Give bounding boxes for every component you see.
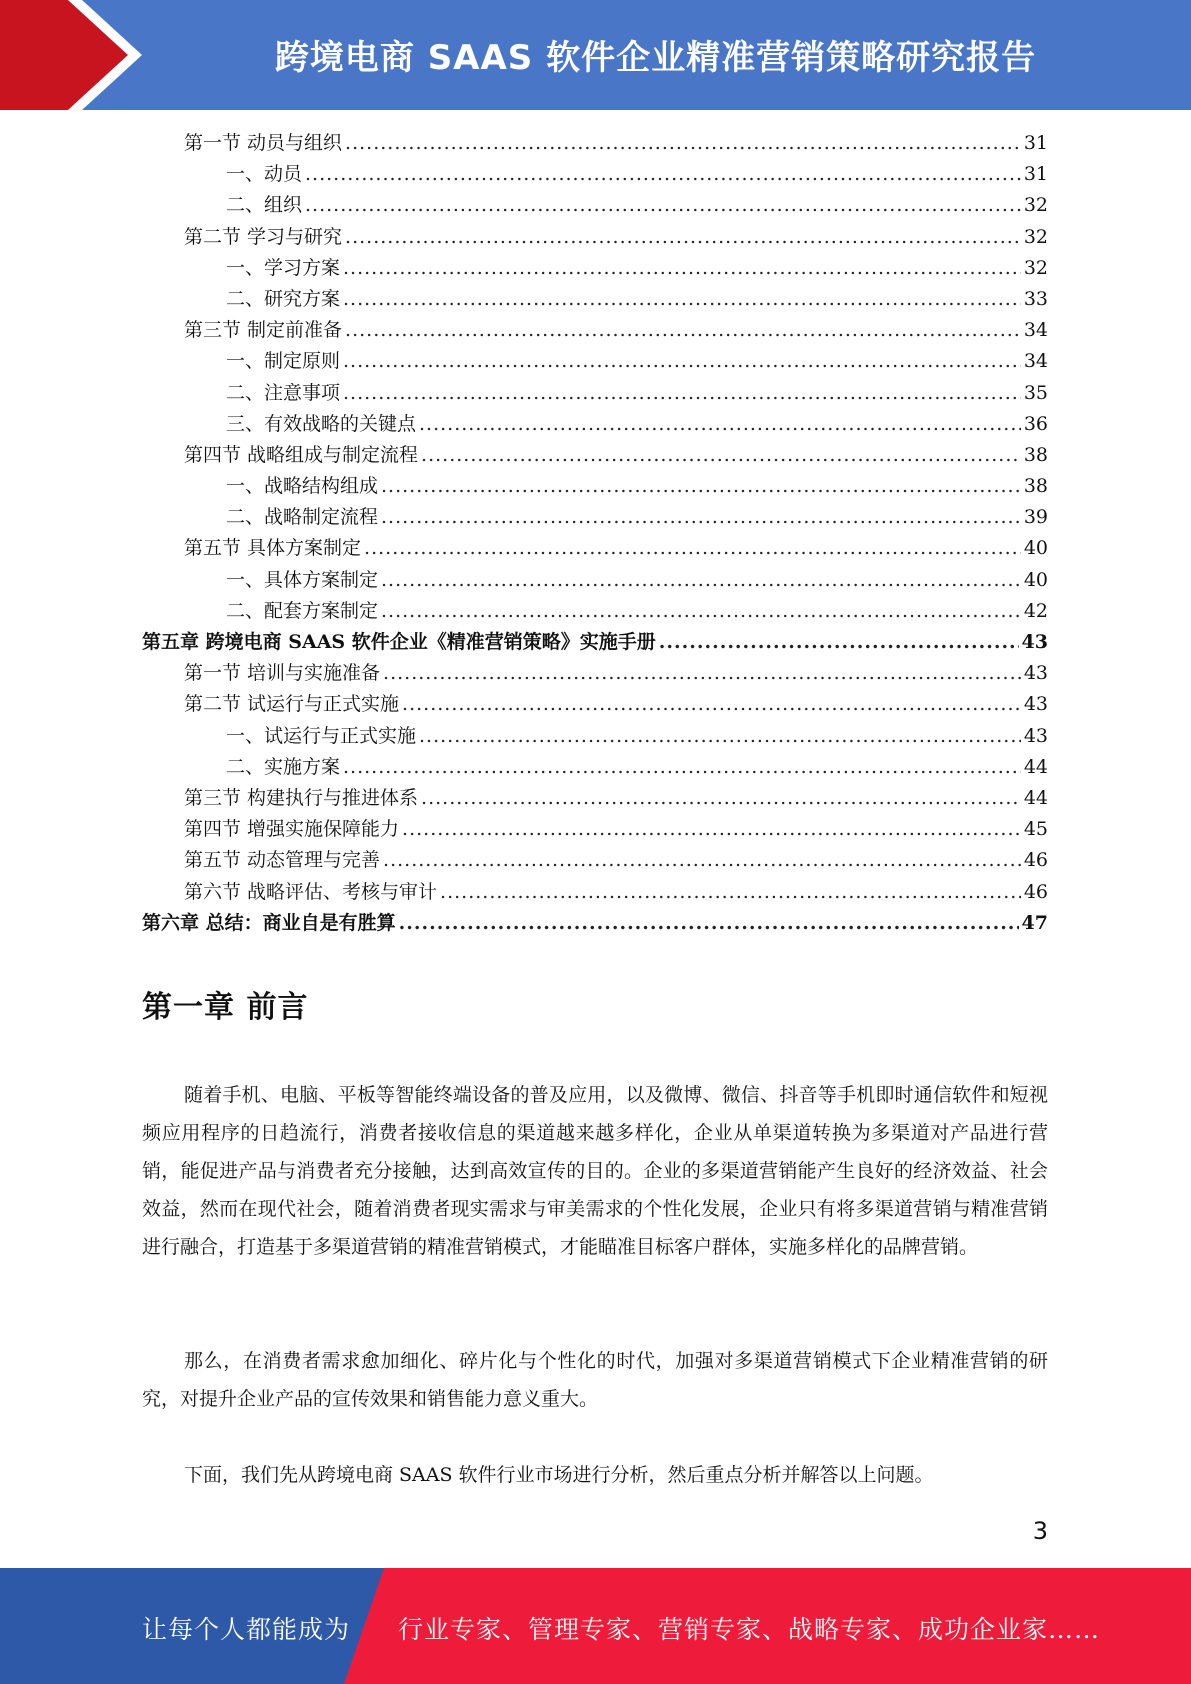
toc-entry-page: 45 <box>1023 818 1048 841</box>
toc-entry-page: 43 <box>1023 662 1048 685</box>
chapter-heading: 第一章 前言 <box>142 990 309 1025</box>
toc-entry[interactable] <box>142 565 1048 596</box>
toc-entry-label: 第六章 总结：商业自是有胜算 <box>142 911 396 934</box>
toc-leader-dots <box>305 190 1021 221</box>
toc-entry-page: 43 <box>1021 631 1048 653</box>
footer-slogan-left: 让每个人都能成为 <box>142 1615 351 1644</box>
footer-slogan-right: 行业专家、管理专家、营销专家、战略专家、成功企业家…… <box>398 1615 1101 1644</box>
toc-entry-label: 第三节 构建执行与推进体系 <box>184 786 419 809</box>
toc-entry-label: 第六节 战略评估、考核与审计 <box>184 880 438 903</box>
toc-entry-page: 43 <box>1023 693 1048 716</box>
toc-entry-label: 第三节 制定前准备 <box>184 319 343 342</box>
toc-entry-label: 二、组织 <box>226 194 303 217</box>
toc-entry-page: 46 <box>1023 849 1048 872</box>
toc-entry[interactable] <box>142 315 1048 346</box>
toc-entry-label: 二、战略制定流程 <box>226 506 379 529</box>
toc-entry-page: 36 <box>1023 412 1048 435</box>
body-paragraph: 下面，我们先从跨境电商 SAAS 软件行业市场进行分析，然后重点分析并解答以上问题。 <box>184 1464 934 1486</box>
toc-leader-dots <box>343 378 1021 409</box>
toc-entry-label: 第四节 战略组成与制定流程 <box>184 443 419 466</box>
toc-entry-page: 38 <box>1023 475 1048 498</box>
toc-entry[interactable] <box>142 284 1048 315</box>
table-of-contents <box>142 128 1048 939</box>
toc-entry-page: 31 <box>1023 163 1048 186</box>
toc-leader-dots <box>345 222 1021 253</box>
toc-leader-dots <box>659 627 1019 658</box>
toc-entry-page: 40 <box>1023 537 1048 560</box>
toc-entry[interactable] <box>142 378 1048 409</box>
toc-entry-label: 二、注意事项 <box>226 381 341 404</box>
toc-entry[interactable] <box>142 502 1048 533</box>
toc-entry-page: 39 <box>1023 506 1048 529</box>
toc-entry-label: 一、战略结构组成 <box>226 475 379 498</box>
toc-entry-page: 35 <box>1023 381 1048 404</box>
toc-leader-dots <box>399 908 1019 939</box>
toc-entry[interactable] <box>142 689 1048 720</box>
toc-entry[interactable] <box>142 814 1048 845</box>
toc-entry-label: 二、研究方案 <box>226 287 341 310</box>
toc-entry-page: 32 <box>1023 225 1048 248</box>
toc-entry-page: 38 <box>1023 443 1048 466</box>
toc-entry-page: 33 <box>1023 287 1048 310</box>
toc-entry-label: 一、制定原则 <box>226 350 341 373</box>
toc-leader-dots <box>402 814 1021 845</box>
page-footer <box>0 1568 1191 1684</box>
toc-entry-page: 44 <box>1023 755 1048 778</box>
toc-entry-page: 43 <box>1023 724 1048 747</box>
toc-entry[interactable] <box>142 128 1048 159</box>
toc-entry-page: 46 <box>1023 880 1048 903</box>
toc-entry[interactable] <box>142 222 1048 253</box>
toc-entry-label: 第五章 跨境电商 SAAS 软件企业《精准营销策略》实施手册 <box>142 631 656 653</box>
toc-entry[interactable] <box>142 253 1048 284</box>
report-title: 跨境电商 SAAS 软件企业精准营销策略研究报告 <box>274 38 1037 78</box>
toc-entry[interactable] <box>142 627 1048 658</box>
toc-leader-dots <box>381 502 1021 533</box>
toc-leader-dots <box>343 284 1021 315</box>
toc-entry-label: 二、实施方案 <box>226 755 341 778</box>
toc-entry-label: 第二节 学习与研究 <box>184 225 343 248</box>
toc-entry-label: 第二节 试运行与正式实施 <box>184 693 400 716</box>
toc-leader-dots <box>402 689 1021 720</box>
toc-entry[interactable] <box>142 190 1048 221</box>
header-red-arrow-decoration <box>0 0 150 110</box>
toc-entry[interactable] <box>142 346 1048 377</box>
toc-entry[interactable] <box>142 409 1048 440</box>
toc-entry[interactable] <box>142 783 1048 814</box>
toc-leader-dots <box>440 877 1021 908</box>
toc-leader-dots <box>381 596 1021 627</box>
toc-entry-page: 31 <box>1023 132 1048 154</box>
toc-entry-label: 第四节 增强实施保障能力 <box>184 818 400 841</box>
toc-entry[interactable] <box>142 752 1048 783</box>
toc-entry-page: 32 <box>1023 194 1048 217</box>
toc-entry-label: 一、试运行与正式实施 <box>226 724 417 747</box>
page-number: 3 <box>1032 1517 1048 1545</box>
toc-entry[interactable] <box>142 596 1048 627</box>
toc-entry-label: 二、配套方案制定 <box>226 599 379 622</box>
toc-entry-label: 一、具体方案制定 <box>226 568 379 591</box>
toc-leader-dots <box>345 315 1021 346</box>
toc-leader-dots <box>345 128 1021 159</box>
toc-entry-page: 44 <box>1023 786 1048 809</box>
toc-entry-label: 第五节 动态管理与完善 <box>184 849 381 872</box>
toc-leader-dots <box>381 565 1021 596</box>
toc-leader-dots <box>343 752 1021 783</box>
toc-entry[interactable] <box>142 845 1048 876</box>
toc-leader-dots <box>381 471 1021 502</box>
toc-leader-dots <box>383 845 1021 876</box>
toc-leader-dots <box>419 721 1021 752</box>
toc-entry-page: 42 <box>1023 599 1048 622</box>
toc-leader-dots <box>343 346 1021 377</box>
toc-leader-dots <box>421 440 1021 471</box>
toc-entry-label: 一、学习方案 <box>226 256 341 279</box>
toc-entry-page: 34 <box>1023 319 1048 342</box>
page-header <box>0 0 1191 110</box>
toc-leader-dots <box>343 253 1021 284</box>
toc-leader-dots <box>419 409 1021 440</box>
toc-entry[interactable] <box>142 533 1048 564</box>
body-paragraph: 随着手机、电脑、平板等智能终端设备的普及应用，以及微博、微信、抖音等手机即时通信软件和短视频应用程序的日趋流行，消费者接收信息的渠道越来越多样化，企业从单渠道转换为多渠道对产品进行营销，能促进产品与消费者充分接触，达到高效宣传的目的。企业的多渠道营销能产生良好的经济效益、社会效益，然而在现代社会，随着消费者现实需求与审美需求的个性化发展，企业只有将多渠道营销与精准营销进行融合，打造基于多渠道营销的精准营销模式，才能瞄准目标客户群体，实施多样化的品牌营销。 <box>142 1084 1048 1258</box>
toc-entry[interactable] <box>142 721 1048 752</box>
toc-entry-page: 34 <box>1023 350 1048 373</box>
toc-entry-page: 40 <box>1023 568 1048 591</box>
toc-entry[interactable] <box>142 908 1048 939</box>
toc-entry-label: 三、有效战略的关键点 <box>226 412 417 435</box>
toc-leader-dots <box>383 658 1021 689</box>
toc-entry[interactable] <box>142 471 1048 502</box>
toc-leader-dots <box>364 533 1021 564</box>
toc-leader-dots <box>305 159 1021 190</box>
toc-entry[interactable] <box>142 440 1048 471</box>
toc-entry-label: 第一节 培训与实施准备 <box>184 662 381 685</box>
toc-entry-label: 第一节 动员与组织 <box>184 132 343 154</box>
body-paragraph: 那么，在消费者需求愈加细化、碎片化与个性化的时代，加强对多渠道营销模式下企业精准营销的研究，对提升企业产品的宣传效果和销售能力意义重大。 <box>142 1350 1048 1410</box>
toc-entry[interactable] <box>142 159 1048 190</box>
toc-leader-dots <box>421 783 1021 814</box>
toc-entry-label: 一、动员 <box>226 163 303 186</box>
toc-entry[interactable] <box>142 658 1048 689</box>
toc-entry-label: 第五节 具体方案制定 <box>184 537 362 560</box>
toc-entry-page: 47 <box>1021 911 1048 934</box>
toc-entry[interactable] <box>142 877 1048 908</box>
toc-entry-page: 32 <box>1023 256 1048 279</box>
